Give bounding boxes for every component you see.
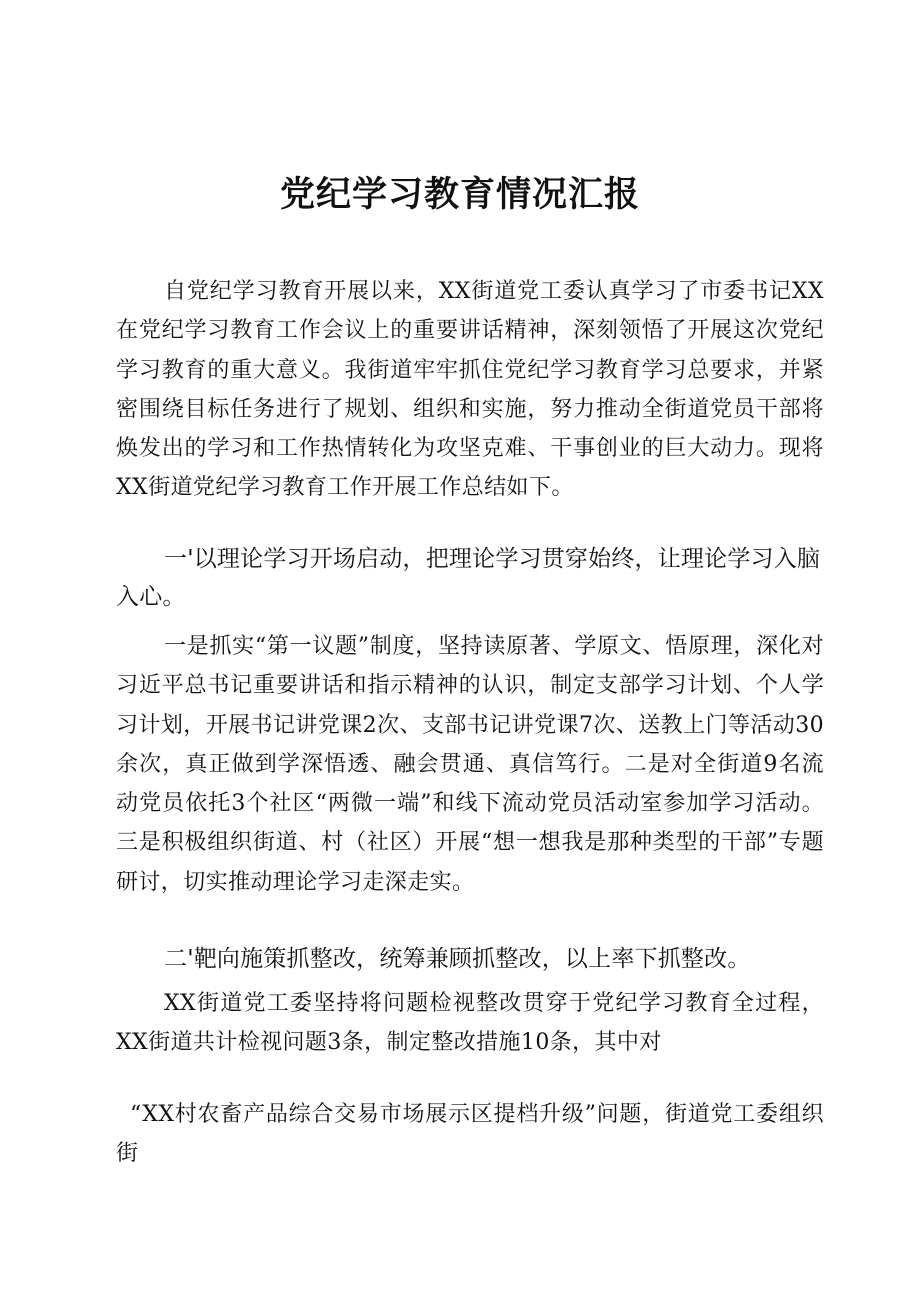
- section-heading-1: 一'以理论学习开场启动，把理论学习贯穿始终，让理论学习入脑入心。: [116, 546, 821, 610]
- section-1-paragraph: 一是抓实“第一议题”制度，坚持读原著、学原文、悟原理，深化对习近平总书记重要讲话和指示精神的认识，制定支部学习计划、个人学习计划，开展书记讲党课2次、支部书记讲党课7次、送教上门等活动30余次，真正做到学深悟透、融会贯通、真信笃行。二是对全街道9名流动党员依托3个社区“两微一端”和线下流动党员活动室参加学习活动。三是积极组织街道、村（社区）开展“想一想我是那种类型的干部”专题研讨，切实推动理论学习走深走实。: [116, 634, 824, 895]
- document-title: 党纪学习教育情况汇报: [279, 175, 640, 215]
- section-2-paragraph: XX街道党工委坚持将问题检视整改贯穿于党纪学习教育全过程，XX街道共计检视问题3条，制定整改措施10条，其中对: [116, 991, 824, 1056]
- intro-paragraph: 自党纪学习教育开展以来，XX街道党工委认真学习了市委书记XX在党纪学习教育工作会议上的重要讲话精神，深刻领悟了开展这次党纪学习教育的重大意义。我街道牢牢抓住党纪学习教育学习总要求，并紧密围绕目标任务进行了规划、组织和实施，努力推动全街道党员干部将焕发出的学习和工作热情转化为攻坚克难、干事创业的巨大动力。现将XX街道党纪学习教育工作开展工作总结如下。: [116, 279, 824, 501]
- section-2-continuation: “XX村农畜产品综合交易市场展示区提档升级”问题，街道党工委组织街: [116, 1102, 824, 1167]
- section-heading-2: 二'靶向施策抓整改，统筹兼顾抓整改，以上率下抓整改。: [164, 946, 751, 972]
